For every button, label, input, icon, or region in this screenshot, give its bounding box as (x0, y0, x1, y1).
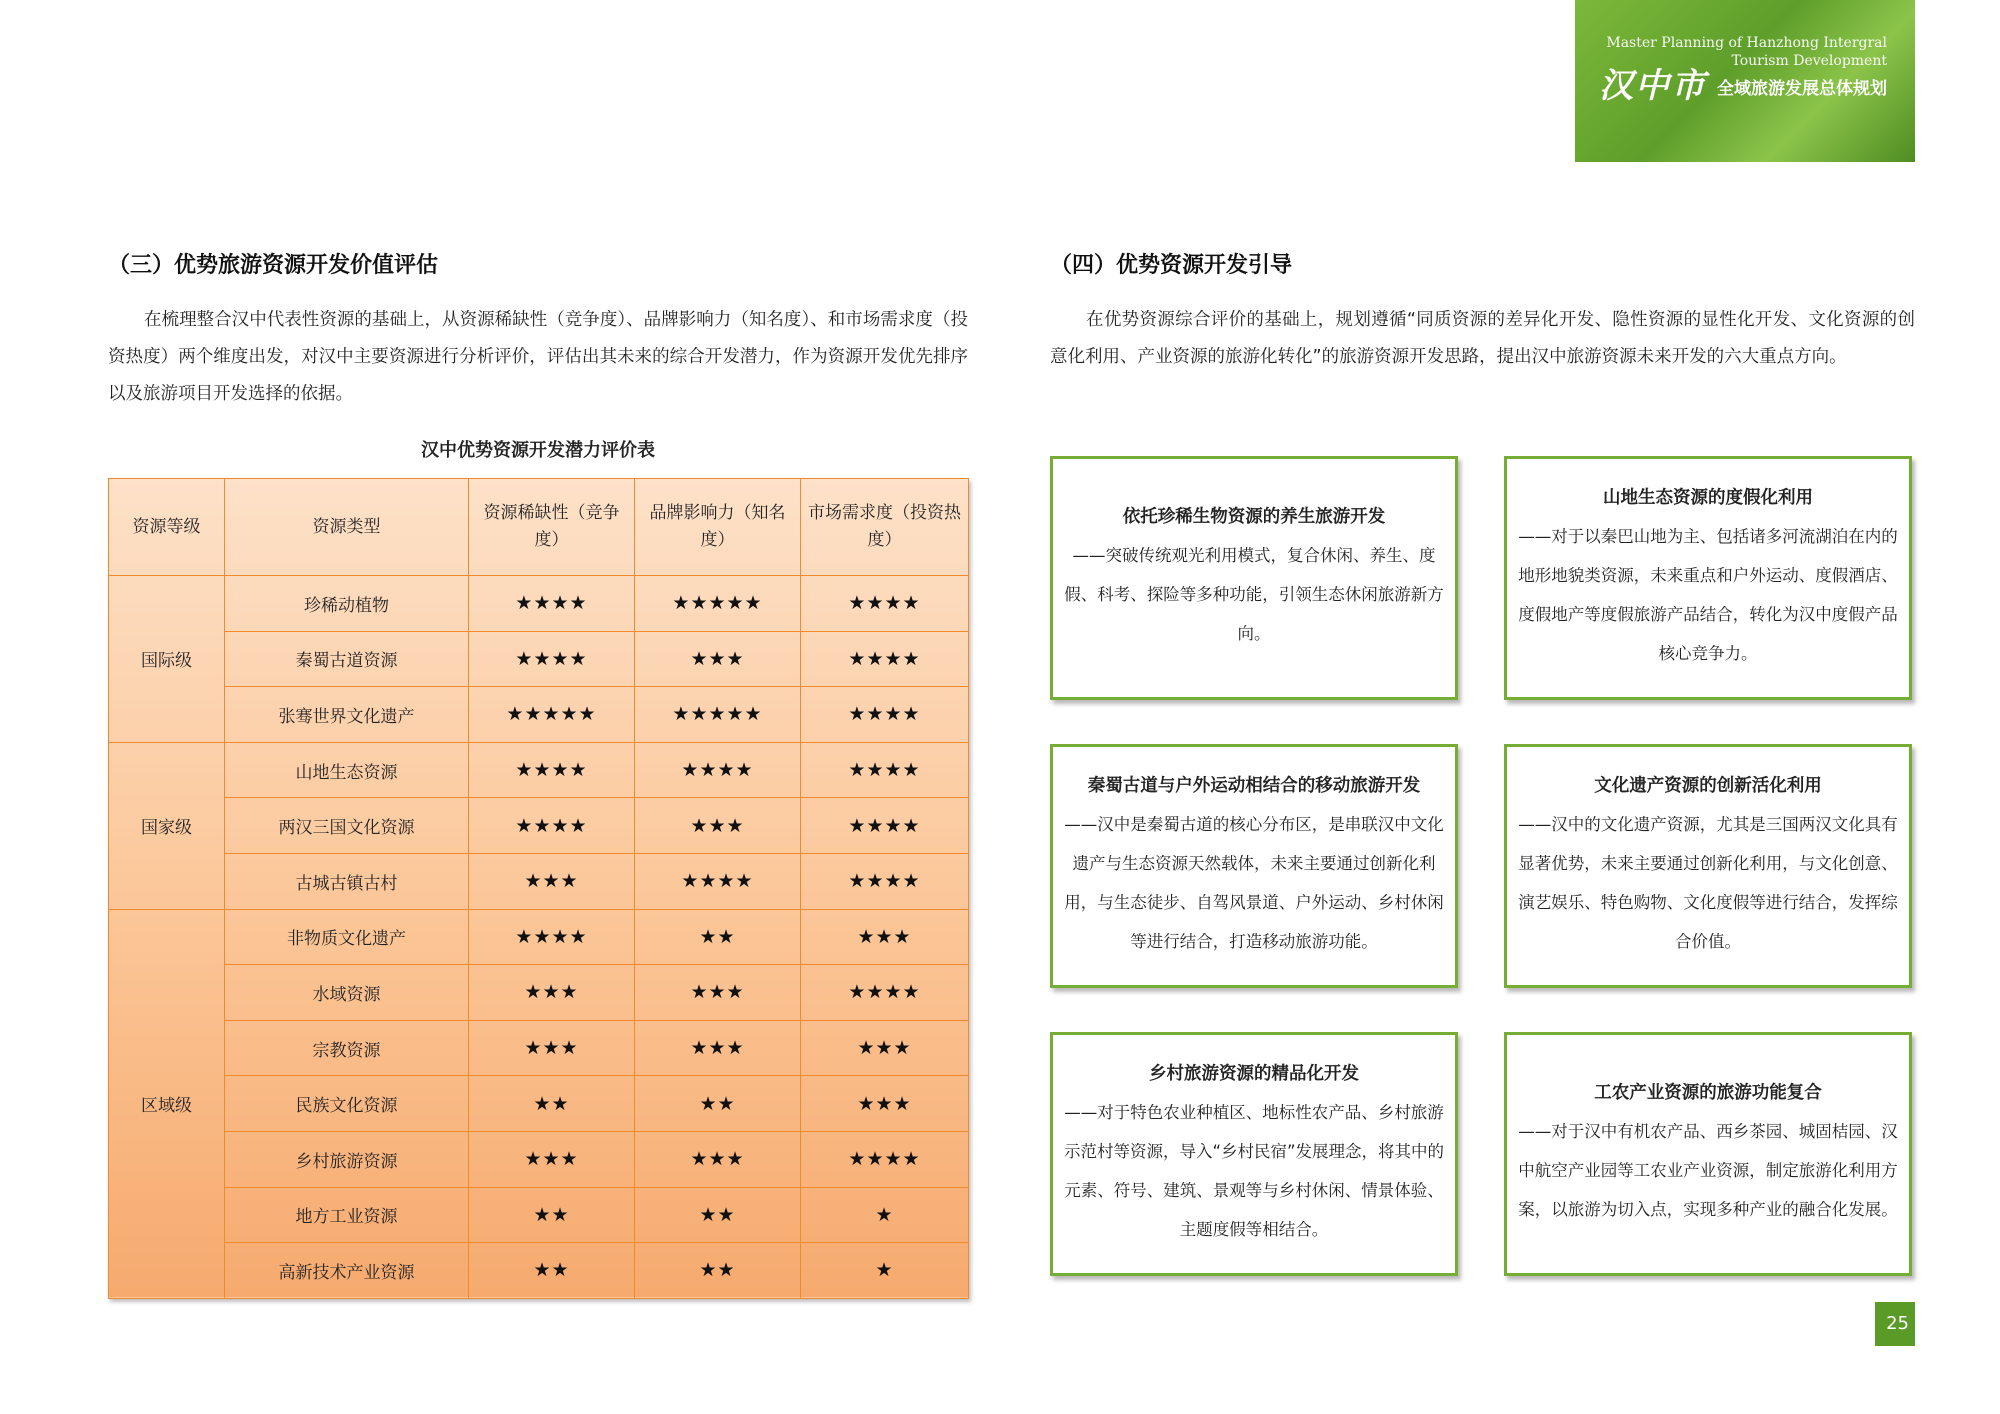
card-title: 文化遗产资源的创新活化利用 (1594, 775, 1822, 796)
brand-stars-cell: ★★ (635, 1076, 801, 1132)
page-number: 25 (1875, 1302, 1915, 1346)
brand-stars-cell: ★★★ (635, 1131, 801, 1187)
scarcity-stars-cell: ★★★ (469, 1131, 635, 1187)
table-row (109, 965, 969, 1021)
brand-stars-cell: ★★★★ (635, 853, 801, 909)
brand-stars-cell: ★★★ (635, 1020, 801, 1076)
resource-type-cell: 珍稀动植物 (225, 576, 469, 632)
scarcity-stars-cell: ★★★★ (469, 909, 635, 965)
resource-type-cell: 非物质文化遗产 (225, 909, 469, 965)
table-row (109, 1243, 969, 1299)
scarcity-stars-cell: ★★★ (469, 1020, 635, 1076)
demand-stars-cell: ★★★★ (801, 965, 969, 1021)
card-title: 依托珍稀生物资源的养生旅游开发 (1122, 507, 1386, 527)
scarcity-stars-cell: ★★★★ (469, 798, 635, 854)
guidance-card (1504, 1032, 1912, 1276)
resource-level-cell: 国际级 (109, 576, 225, 743)
resource-type-cell: 地方工业资源 (225, 1187, 469, 1243)
table-header-cell: 资源类型 (225, 479, 469, 576)
table-header-cell: 资源稀缺性（竞争度） (469, 479, 635, 576)
guidance-card (1504, 456, 1912, 700)
demand-stars-cell: ★★★★ (801, 631, 969, 687)
left-section-title: （三）优势旅游资源开发价值评估 (108, 253, 439, 278)
scarcity-stars-cell: ★★★★ (469, 576, 635, 632)
table-row (109, 1076, 969, 1132)
table-row (109, 631, 969, 687)
table-row (109, 576, 969, 632)
demand-stars-cell: ★★★ (801, 909, 969, 965)
brand-stars-cell: ★★★★★ (635, 687, 801, 743)
demand-stars-cell: ★★★★ (801, 687, 969, 743)
table-header-cell: 市场需求度（投资热度） (801, 479, 969, 576)
card-title: 工农产业资源的旅游功能复合 (1594, 1083, 1822, 1103)
table-row (109, 798, 969, 854)
guidance-card (1504, 744, 1912, 988)
scarcity-stars-cell: ★★★ (469, 965, 635, 1021)
scarcity-stars-cell: ★★ (469, 1076, 635, 1132)
brand-stars-cell: ★★★ (635, 798, 801, 854)
demand-stars-cell: ★★★ (801, 1076, 969, 1132)
brand-stars-cell: ★★★★ (635, 742, 801, 798)
table-title: 汉中优势资源开发潜力评价表 (421, 440, 655, 461)
scarcity-stars-cell: ★★ (469, 1243, 635, 1299)
header-cn-subtitle: 全域旅游发展总体规划 (1717, 79, 1887, 99)
demand-stars-cell: ★★★★ (801, 853, 969, 909)
demand-stars-cell: ★★★★ (801, 742, 969, 798)
resource-type-cell: 山地生态资源 (225, 742, 469, 798)
table-row (109, 742, 969, 798)
table-row (109, 1187, 969, 1243)
brand-stars-cell: ★★★★★ (635, 576, 801, 632)
brand-stars-cell: ★★★ (635, 631, 801, 687)
guidance-card (1050, 744, 1458, 988)
resource-type-cell: 乡村旅游资源 (225, 1131, 469, 1187)
table-header-cell: 品牌影响力（知名度） (635, 479, 801, 576)
demand-stars-cell: ★ (801, 1243, 969, 1299)
card-body: ——突破传统观光利用模式，复合休闲、养生、度假、科考、探险等多种功能，引领生态休闲旅游新方向。 (1064, 546, 1444, 643)
header-badge (1575, 0, 1915, 162)
left-paragraph: 在梳理整合汉中代表性资源的基础上，从资源稀缺性（竞争度）、品牌影响力（知名度）、和市场需求度（投资热度）两个维度出发，对汉中主要资源进行分析评价，评估出其未来的综合开发潜力，作为资源开发优先排序以及旅游项目开发选择的依据。 (108, 310, 968, 404)
resource-level-cell: 区域级 (109, 909, 225, 1298)
resource-type-cell: 张骞世界文化遗产 (225, 687, 469, 743)
demand-stars-cell: ★★★★ (801, 798, 969, 854)
table-header-row (109, 479, 969, 576)
brand-stars-cell: ★★ (635, 909, 801, 965)
table-header-cell: 资源等级 (109, 479, 225, 576)
evaluation-table (108, 478, 969, 1299)
header-cn-city: 汉中市 (1599, 66, 1707, 106)
scarcity-stars-cell: ★★★ (469, 853, 635, 909)
brand-stars-cell: ★★ (635, 1243, 801, 1299)
table-row (109, 1020, 969, 1076)
resource-type-cell: 秦蜀古道资源 (225, 631, 469, 687)
card-body: ——对于以秦巴山地为主、包括诸多河流湖泊在内的地形地貌类资源，未来重点和户外运动、度假酒店、度假地产等度假旅游产品结合，转化为汉中度假产品核心竞争力。 (1518, 526, 1898, 663)
header-en-title-line2: Tourism Development (1731, 53, 1887, 69)
right-section-title: （四）优势资源开发引导 (1050, 253, 1293, 278)
resource-level-cell: 国家级 (109, 742, 225, 909)
resource-type-cell: 古城古镇古村 (225, 853, 469, 909)
table-row (109, 853, 969, 909)
demand-stars-cell: ★★★ (801, 1020, 969, 1076)
card-title: 乡村旅游资源的精品化开发 (1149, 1063, 1359, 1084)
scarcity-stars-cell: ★★★★★ (469, 687, 635, 743)
resource-type-cell: 民族文化资源 (225, 1076, 469, 1132)
right-paragraph: 在优势资源综合评价的基础上，规划遵循“同质资源的差异化开发、隐性资源的显性化开发、文化资源的创意化利用、产业资源的旅游化转化”的旅游资源开发思路，提出汉中旅游资源未来开发的六大重点方向。 (1050, 310, 1915, 367)
table-row (109, 909, 969, 965)
scarcity-stars-cell: ★★ (469, 1187, 635, 1243)
card-body: ——汉中的文化遗产资源，尤其是三国两汉文化具有显著优势，未来主要通过创新化利用，与文化创意、演艺娱乐、特色购物、文化度假等进行结合，发挥综合价值。 (1518, 814, 1898, 951)
card-body: ——对于汉中有机农产品、西乡茶园、城固桔园、汉中航空产业园等工农业产业资源，制定旅游化利用方案，以旅游为切入点，实现多种产业的融合化发展。 (1518, 1122, 1898, 1219)
demand-stars-cell: ★★★★ (801, 576, 969, 632)
table-row (109, 687, 969, 743)
scarcity-stars-cell: ★★★★ (469, 631, 635, 687)
card-title: 山地生态资源的度假化利用 (1603, 487, 1813, 508)
scarcity-stars-cell: ★★★★ (469, 742, 635, 798)
demand-stars-cell: ★ (801, 1187, 969, 1243)
resource-type-cell: 两汉三国文化资源 (225, 798, 469, 854)
brand-stars-cell: ★★★ (635, 965, 801, 1021)
header-en-title-line1: Master Planning of Hanzhong Intergral (1606, 35, 1887, 51)
demand-stars-cell: ★★★★ (801, 1131, 969, 1187)
card-body: ——对于特色农业种植区、地标性农产品、乡村旅游示范村等资源，导入“乡村民宿”发展理念，将其中的元素、符号、建筑、景观等与乡村休闲、情景体验、主题度假等相结合。 (1063, 1102, 1445, 1239)
card-body: ——汉中是秦蜀古道的核心分布区，是串联汉中文化遗产与生态资源天然载体，未来主要通过创新化利用，与生态徒步、自驾风景道、户外运动、乡村休闲等进行结合，打造移动旅游功能。 (1064, 814, 1444, 951)
resource-type-cell: 高新技术产业资源 (225, 1243, 469, 1299)
guidance-card (1050, 456, 1458, 700)
resource-type-cell: 水域资源 (225, 965, 469, 1021)
table-row (109, 1131, 969, 1187)
brand-stars-cell: ★★ (635, 1187, 801, 1243)
guidance-card (1050, 1032, 1458, 1276)
card-title: 秦蜀古道与户外运动相结合的移动旅游开发 (1087, 775, 1421, 796)
resource-type-cell: 宗教资源 (225, 1020, 469, 1076)
